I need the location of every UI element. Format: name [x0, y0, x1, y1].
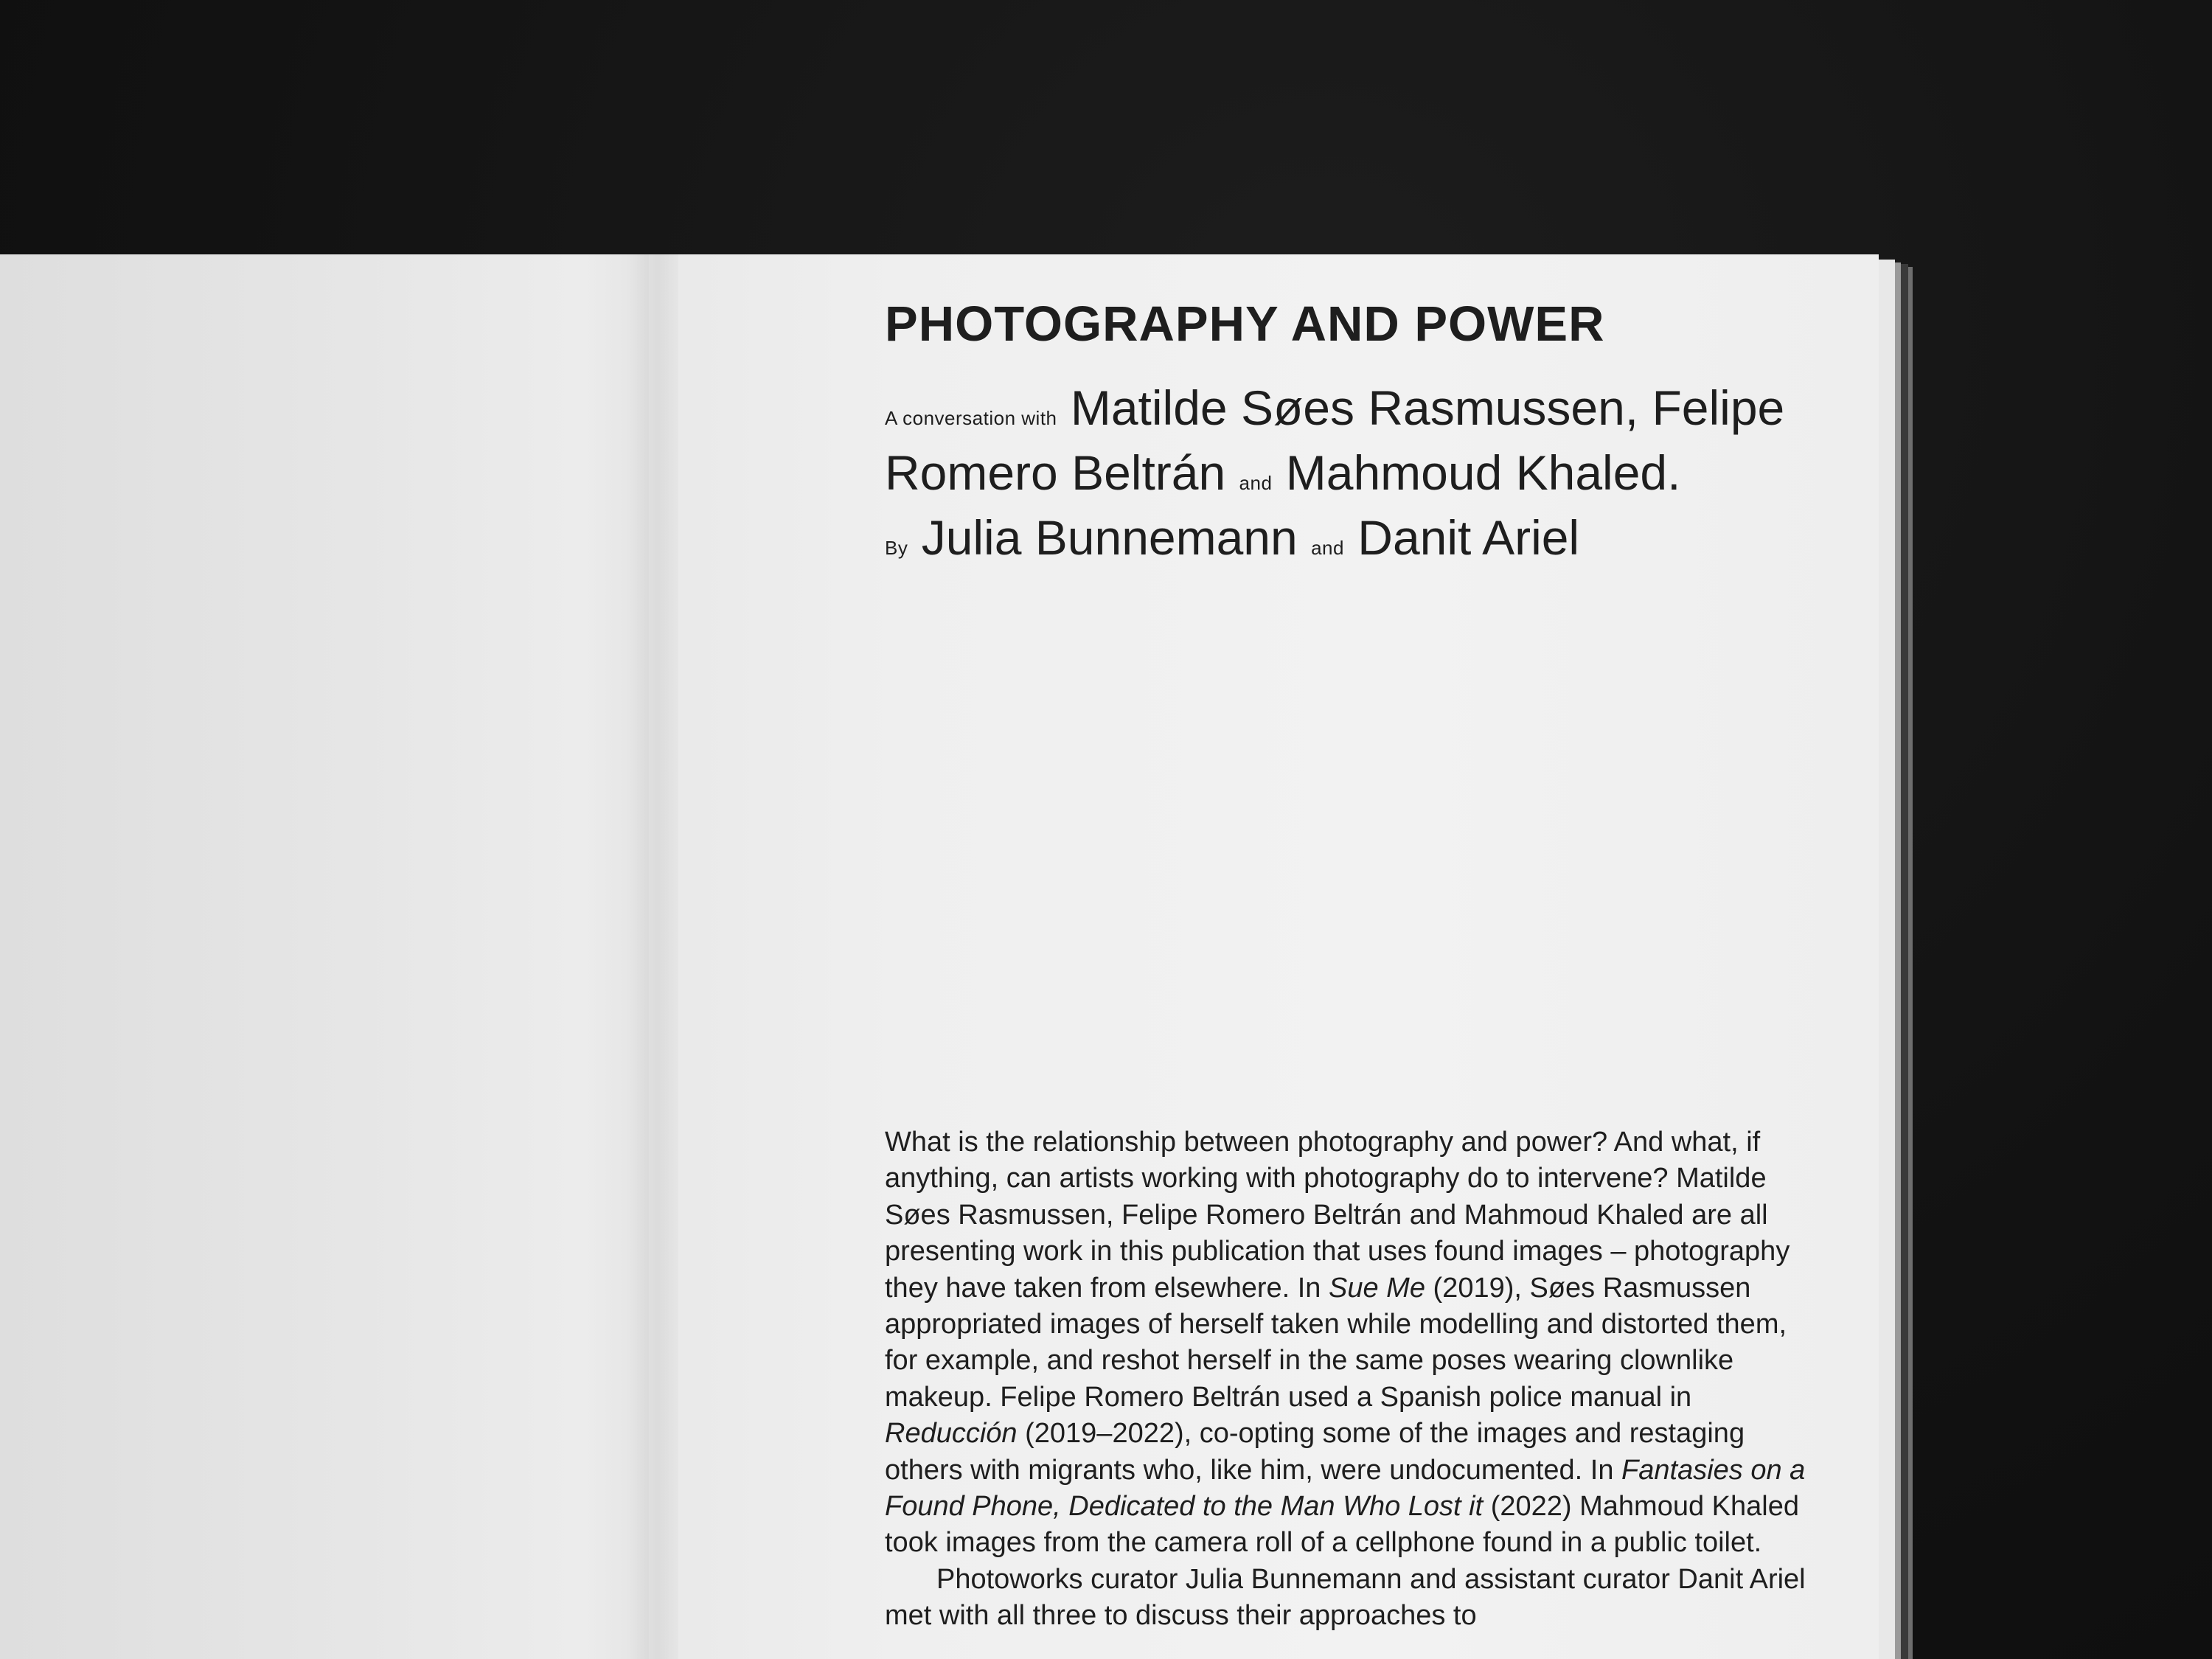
- intro-paragraph: [885, 1124, 1814, 1562]
- author-name: Danit Ariel: [1357, 510, 1580, 565]
- page-edge: [1895, 262, 1901, 1659]
- work-title: Sue Me: [1329, 1272, 1425, 1304]
- article-body: [885, 1124, 1814, 1635]
- paragraph-text: (2019), Søes Rasmussen appropriated images of herself taken while modelling and distorted them, for example, and reshot herself in the same poses wearing clownlike makeup. Felipe Romero Beltrán used a Spanish police manual in: [885, 1272, 1787, 1413]
- paragraph-text: (2019–2022), co-opting some of the images and restaging others with migrants who, like him, were undocumented. In: [885, 1418, 1745, 1486]
- author-name: Julia Bunnemann: [921, 510, 1298, 565]
- credit-line-2: [885, 445, 1843, 510]
- article-credits: [885, 380, 1843, 575]
- credit-and: and: [1239, 472, 1273, 494]
- article-title: PHOTOGRAPHY AND POWER: [885, 296, 1605, 352]
- left-page-blank: [0, 254, 649, 1659]
- credit-names: Mahmoud Khaled.: [1285, 445, 1681, 500]
- page-edge: [1908, 267, 1913, 1659]
- second-paragraph: Photoworks curator Julia Bunnemann and assistant curator Danit Ariel met with all three to discuss their approaches to: [885, 1563, 1806, 1632]
- work-title: Reducción: [885, 1418, 1018, 1450]
- credit-by: By: [885, 537, 908, 559]
- paragraph-text: (2022) Mahmoud Khaled took images from the camera roll of a cellphone found in a public toilet.: [885, 1491, 1799, 1559]
- credit-names: Matilde Søes Rasmussen, Felipe: [1070, 380, 1785, 435]
- credit-names: Romero Beltrán: [885, 445, 1226, 500]
- credit-line-3: [885, 510, 1843, 575]
- work-title: Fantasies on a Found Phone, Dedicated to the Man Who Lost it: [885, 1454, 1806, 1523]
- book-gutter: [627, 254, 678, 1659]
- credit-intro: A conversation with: [885, 407, 1057, 429]
- paragraph-text: What is the relationship between photography and power? And what, if anything, can artists working with photography do to intervene? Matilde Søes Rasmussen, Felipe Romero Beltrán and Mahmoud Khaled are all presenting work in this publication that uses found images – photography they have taken from elsewhere. In: [885, 1127, 1790, 1304]
- article-header: [885, 295, 1843, 575]
- page-edge: [1879, 260, 1895, 1659]
- credit-and: and: [1311, 537, 1344, 559]
- credit-line-1: [885, 380, 1843, 445]
- page-edge: [1901, 264, 1908, 1659]
